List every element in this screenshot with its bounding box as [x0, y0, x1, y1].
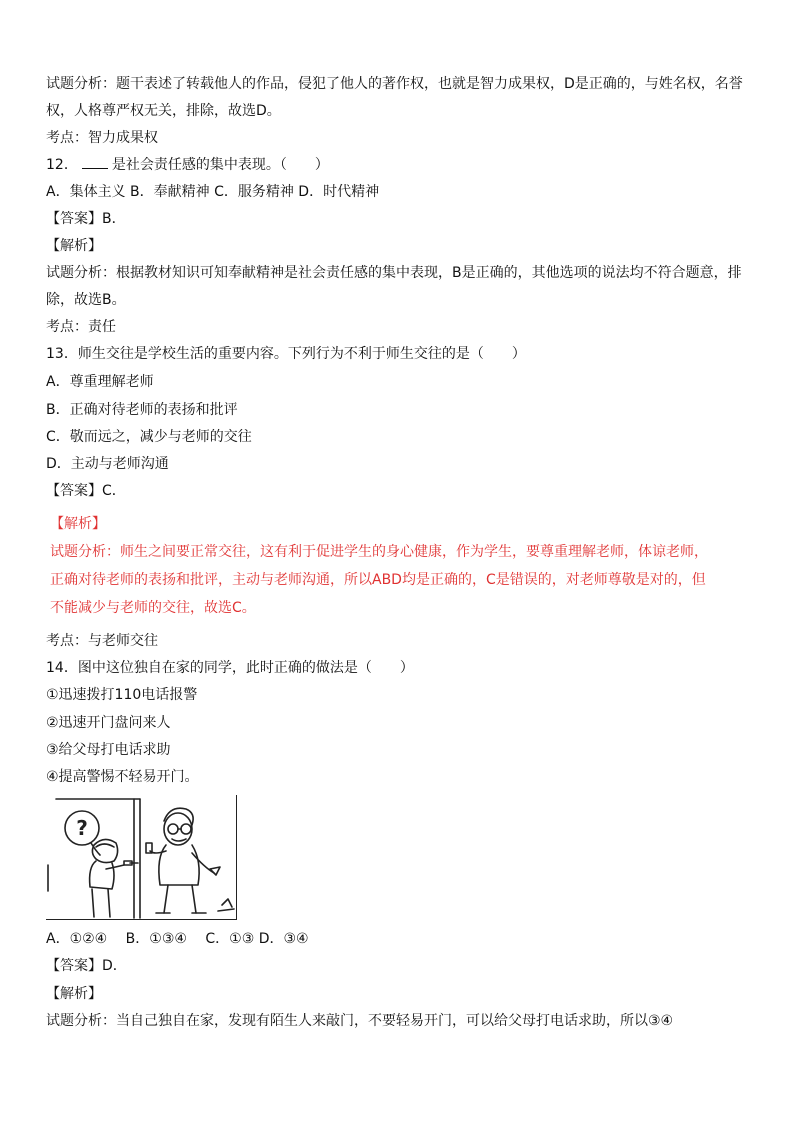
q13-analysis-line-2: 正确对待老师的表扬和批评，主动与老师沟通，所以ABD均是正确的，C是错误的，对老师尊敬是对的，但: [50, 572, 706, 588]
q12-blank: [82, 156, 108, 169]
q12-options: A．集体主义 B．奉献精神 C．服务精神 D．时代精神: [46, 184, 380, 200]
q14-analysis-heading: 【解析】: [46, 986, 102, 1002]
q14-options: A．①②④ B．①③④ C．①③ D．③④: [46, 931, 309, 947]
q12-analysis-heading: 【解析】: [46, 238, 102, 254]
q14-illustration: [46, 795, 237, 920]
question-mark-icon: ?: [76, 816, 88, 840]
q12-analysis-line-1: 试题分析：根据教材知识可知奉献精神是社会责任感的集中表现，B是正确的，其他选项的说法均不符合题意，排: [46, 265, 742, 281]
q13-analysis-line-3: 不能减少与老师的交往，故选C。: [50, 600, 256, 616]
q12-question: [46, 156, 754, 174]
q12-answer: 【答案】B．: [46, 211, 126, 227]
q13-option-a: A．尊重理解老师: [46, 374, 154, 390]
q14-item-1: ①迅速拨打110电话报警: [46, 687, 198, 703]
q14-analysis-line-1: 试题分析：当自己独自在家，发现有陌生人来敲门，不要轻易开门，可以给父母打电话求助，所以③④: [46, 1013, 674, 1029]
q13-knowledge-point: 考点：与老师交往: [46, 633, 158, 649]
q12-knowledge-point: 考点：责任: [46, 319, 116, 335]
prev-knowledge-point: 考点：智力成果权: [46, 130, 158, 146]
q13-analysis-line-1: 试题分析：师生之间要正常交往，这有利于促进学生的身心健康，作为学生，要尊重理解老师，体谅老师，: [50, 544, 708, 560]
q12-question-text: 是社会责任感的集中表现。（ ）: [111, 157, 329, 173]
prev-analysis-line-1: 试题分析：题干表述了转载他人的作品，侵犯了他人的著作权，也就是智力成果权，D是正确的，与姓名权，名誉: [46, 76, 743, 92]
q14-item-2: ②迅速开门盘问来人: [46, 715, 171, 731]
prev-analysis-line-2: 权，人格尊严权无关，排除，故选D。: [46, 103, 281, 119]
q13-analysis-heading: 【解析】: [50, 516, 106, 532]
q14-item-4: ④提高警惕不轻易开门。: [46, 769, 199, 785]
q13-option-c: C．敬而远之，减少与老师的交往: [46, 429, 252, 445]
q13-option-b: B．正确对待老师的表扬和批评: [46, 402, 238, 418]
door-scene-illustration: [46, 795, 236, 919]
q13-option-d: D．主动与老师沟通: [46, 456, 169, 472]
q14-answer: 【答案】D．: [46, 958, 127, 974]
q12-number: 12．: [46, 157, 78, 173]
q14-item-3: ③给父母打电话求助: [46, 742, 171, 758]
q13-question: 13．师生交往是学校生活的重要内容。下列行为不利于师生交往的是（ ）: [46, 346, 526, 362]
q14-question: 14．图中这位独自在家的同学，此时正确的做法是（ ）: [46, 660, 414, 676]
q13-answer: 【答案】C．: [46, 483, 126, 499]
q12-analysis-line-2: 除，故选B。: [46, 292, 126, 308]
